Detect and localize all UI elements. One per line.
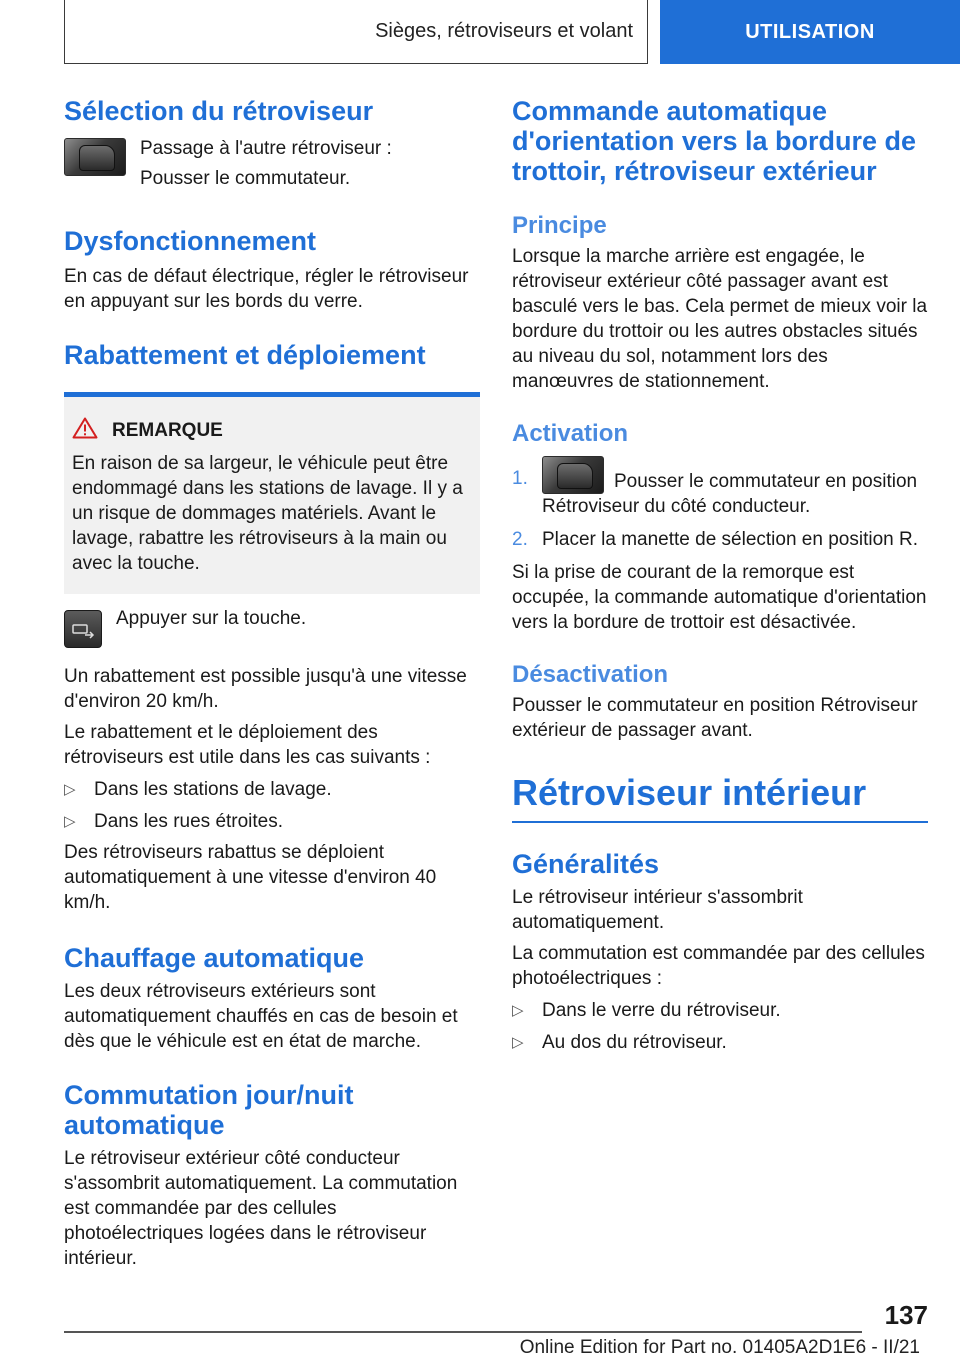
note-title-row (72, 417, 472, 445)
bullet-triangle-icon: ▷ (512, 1033, 524, 1051)
principe-heading: Principe (512, 212, 607, 239)
bullet-triangle-icon: ▷ (64, 781, 76, 798)
generalites-p1: Le rétroviseur intérieur s'assombrit automatiquement. (512, 886, 803, 933)
note-title: REMARQUE (112, 420, 223, 441)
header-chapter-label: UTILISATION (745, 20, 875, 43)
bullet-triangle-icon: ▷ (64, 813, 76, 830)
list-item (512, 1030, 928, 1055)
activation-step-number: 2. (512, 529, 528, 550)
rabattement-bullet-2: Dans les rues étroites. (94, 811, 284, 832)
list-item (512, 998, 928, 1023)
fold-button-block (64, 610, 480, 648)
dysfonction-text: En cas de défaut électrique, régler le rétroviseur en appuyant sur les bords du verre. (64, 266, 469, 312)
bullet-triangle-icon: ▷ (512, 1001, 524, 1019)
interieur-heading: Rétroviseur intérieur (512, 772, 867, 813)
left-column (64, 96, 480, 1271)
commande-heading: Commande automatique d'orientation vers la bordure de trottoir, rétroviseur extérieur (512, 96, 916, 186)
generalites-p2: La commutation est commandée par des cellules photoélectriques : (512, 942, 925, 989)
footer-rule (64, 1331, 862, 1333)
list-item (64, 809, 480, 834)
header-section-label: Sièges, rétroviseurs et volant (375, 20, 633, 42)
mirror-switch-icon (542, 456, 604, 494)
desactivation-heading: Désactivation (512, 661, 669, 688)
chauffage-heading: Chauffage automatique (64, 943, 365, 973)
note-text: En raison de sa largeur, le véhicule peut être endommagé dans les stations de lavage. Il y a un risque de dommages matériels. Avant le lavage, rabattre les rétroviseurs à la main ou avec la touche. (72, 453, 463, 574)
generalites-bullet-2: Au dos du rétroviseur. (542, 1031, 727, 1053)
selection-block (64, 138, 480, 191)
commutation-heading: Commutation jour/nuit automatique (64, 1080, 354, 1140)
generalites-heading: Généralités (512, 848, 660, 879)
generalites-bullet-1: Dans le verre du rétroviseur. (542, 999, 781, 1021)
rabattement-heading: Rabattement et déploiement (64, 340, 426, 370)
activation-heading: Activation (512, 420, 629, 447)
commutation-text: Le rétroviseur extérieur côté conducteur s'assombrit automatiquement. La commutation est commandée par des cellules photoélectriques logées dans le rétroviseur intérieur. (64, 1148, 458, 1269)
principe-text: Lorsque la marche arrière est engagée, le rétroviseur extérieur côté passager avant est basculé vers le bas. Cela permet de mieux voir la bordure du trottoir ou les autres obstacles situés au niveau du sol, notamment lors des manœuvres de stationnement. (512, 246, 928, 392)
desactivation-text: Pousser le commutateur en position Rétroviseur extérieur de passager avant. (512, 695, 918, 741)
header-section-title (64, 0, 648, 64)
interieur-rule (512, 821, 928, 823)
warning-triangle-icon (72, 417, 98, 445)
fold-button-text: Appuyer sur la touche. (116, 608, 307, 629)
activation-step-1-text: Pousser le commutateur en position Rétroviseur du côté conducteur. (542, 471, 918, 517)
activation-text: Si la prise de courant de la remorque est occupée, la commande automatique d'orientation vers la bordure de trottoir est désactivée. (512, 562, 927, 633)
rabattement-p2: Le rabattement et le déploiement des rétroviseurs est utile dans les cas suivants : (64, 722, 431, 768)
activation-step-number: 1. (512, 468, 528, 489)
list-item (512, 527, 928, 552)
selection-line2: Pousser le commutateur. (140, 168, 351, 189)
right-column (512, 96, 928, 1055)
chauffage-text: Les deux rétroviseurs extérieurs sont automatiquement chauffés en cas de besoin et dès que le véhicule est en état de marche. (64, 981, 458, 1052)
mirror-switch-icon (64, 138, 126, 176)
list-item (64, 777, 480, 802)
page-number: 137 (884, 1300, 928, 1330)
rabattement-p1: Un rabattement est possible jusqu'à une vitesse d'environ 20 km/h. (64, 666, 467, 712)
fold-mirror-button-icon (64, 610, 102, 648)
note-box (64, 397, 480, 594)
rabattement-p3: Des rétroviseurs rabattus se déploient automatiquement à une vitesse d'environ 40 km/h. (64, 842, 437, 913)
selection-heading: Sélection du rétroviseur (64, 96, 374, 126)
selection-line1: Passage à l'autre rétroviseur : (140, 138, 392, 159)
dysfonction-heading: Dysfonctionnement (64, 226, 317, 256)
footer-edition: Online Edition for Part no. 01405A2D1E6 - II/21 (519, 1337, 920, 1358)
header-chapter-tab (660, 0, 960, 64)
activation-step-2-text: Placer la manette de sélection en position R. (542, 529, 918, 550)
rabattement-bullet-1: Dans les stations de lavage. (94, 779, 332, 800)
